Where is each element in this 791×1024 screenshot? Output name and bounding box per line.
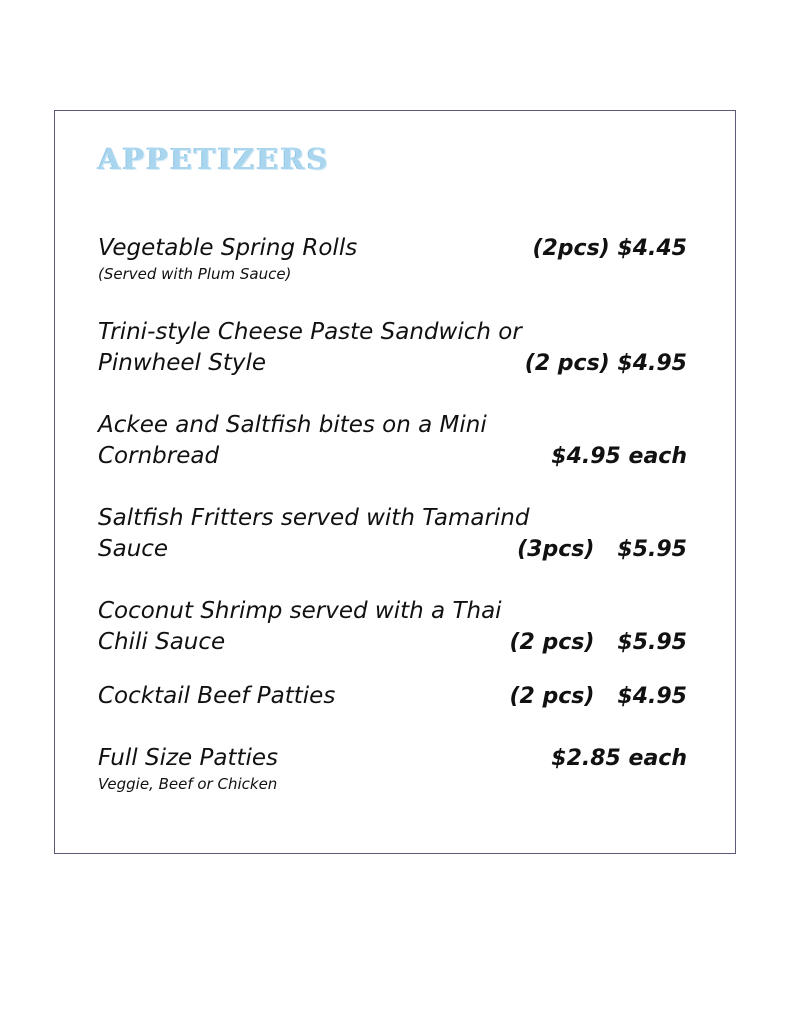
item-name-cheese-paste-line2: Pinwheel Style — [98, 350, 266, 376]
item-price-coconut-shrimp: (2 pcs) $5.95 — [509, 630, 687, 655]
item-name-saltfish-fritters-line1: Saltfish Fritters served with Tamarind — [98, 505, 530, 531]
section-title: APPETIZERS — [98, 142, 330, 176]
item-name-coconut-shrimp-line1: Coconut Shrimp served with a Thai — [98, 598, 502, 624]
item-name-saltfish-fritters-line2: Sauce — [98, 536, 169, 562]
item-price-saltfish-fritters: (3pcs) $5.95 — [517, 537, 687, 562]
item-name-spring-rolls: Vegetable Spring Rolls — [98, 235, 358, 261]
item-note-full-size-patties: Veggie, Beef or Chicken — [98, 775, 278, 793]
item-price-ackee: $4.95 each — [551, 444, 687, 469]
item-name-ackee-line1: Ackee and Saltfish bites on a Mini — [98, 412, 487, 438]
item-name-ackee-line2: Cornbread — [98, 443, 220, 469]
item-price-cheese-paste: (2 pcs) $4.95 — [524, 351, 687, 376]
item-price-full-size-patties: $2.85 each — [551, 746, 687, 771]
item-name-full-size-patties: Full Size Patties — [98, 745, 279, 771]
item-name-coconut-shrimp-line2: Chili Sauce — [98, 629, 226, 655]
item-name-cocktail-beef-patties: Cocktail Beef Patties — [98, 683, 336, 709]
item-note-spring-rolls: (Served with Plum Sauce) — [98, 265, 292, 283]
item-name-cheese-paste-line1: Trini-style Cheese Paste Sandwich or — [98, 319, 522, 345]
item-price-spring-rolls: (2pcs) $4.45 — [532, 236, 687, 261]
item-price-cocktail-beef-patties: (2 pcs) $4.95 — [509, 684, 687, 709]
